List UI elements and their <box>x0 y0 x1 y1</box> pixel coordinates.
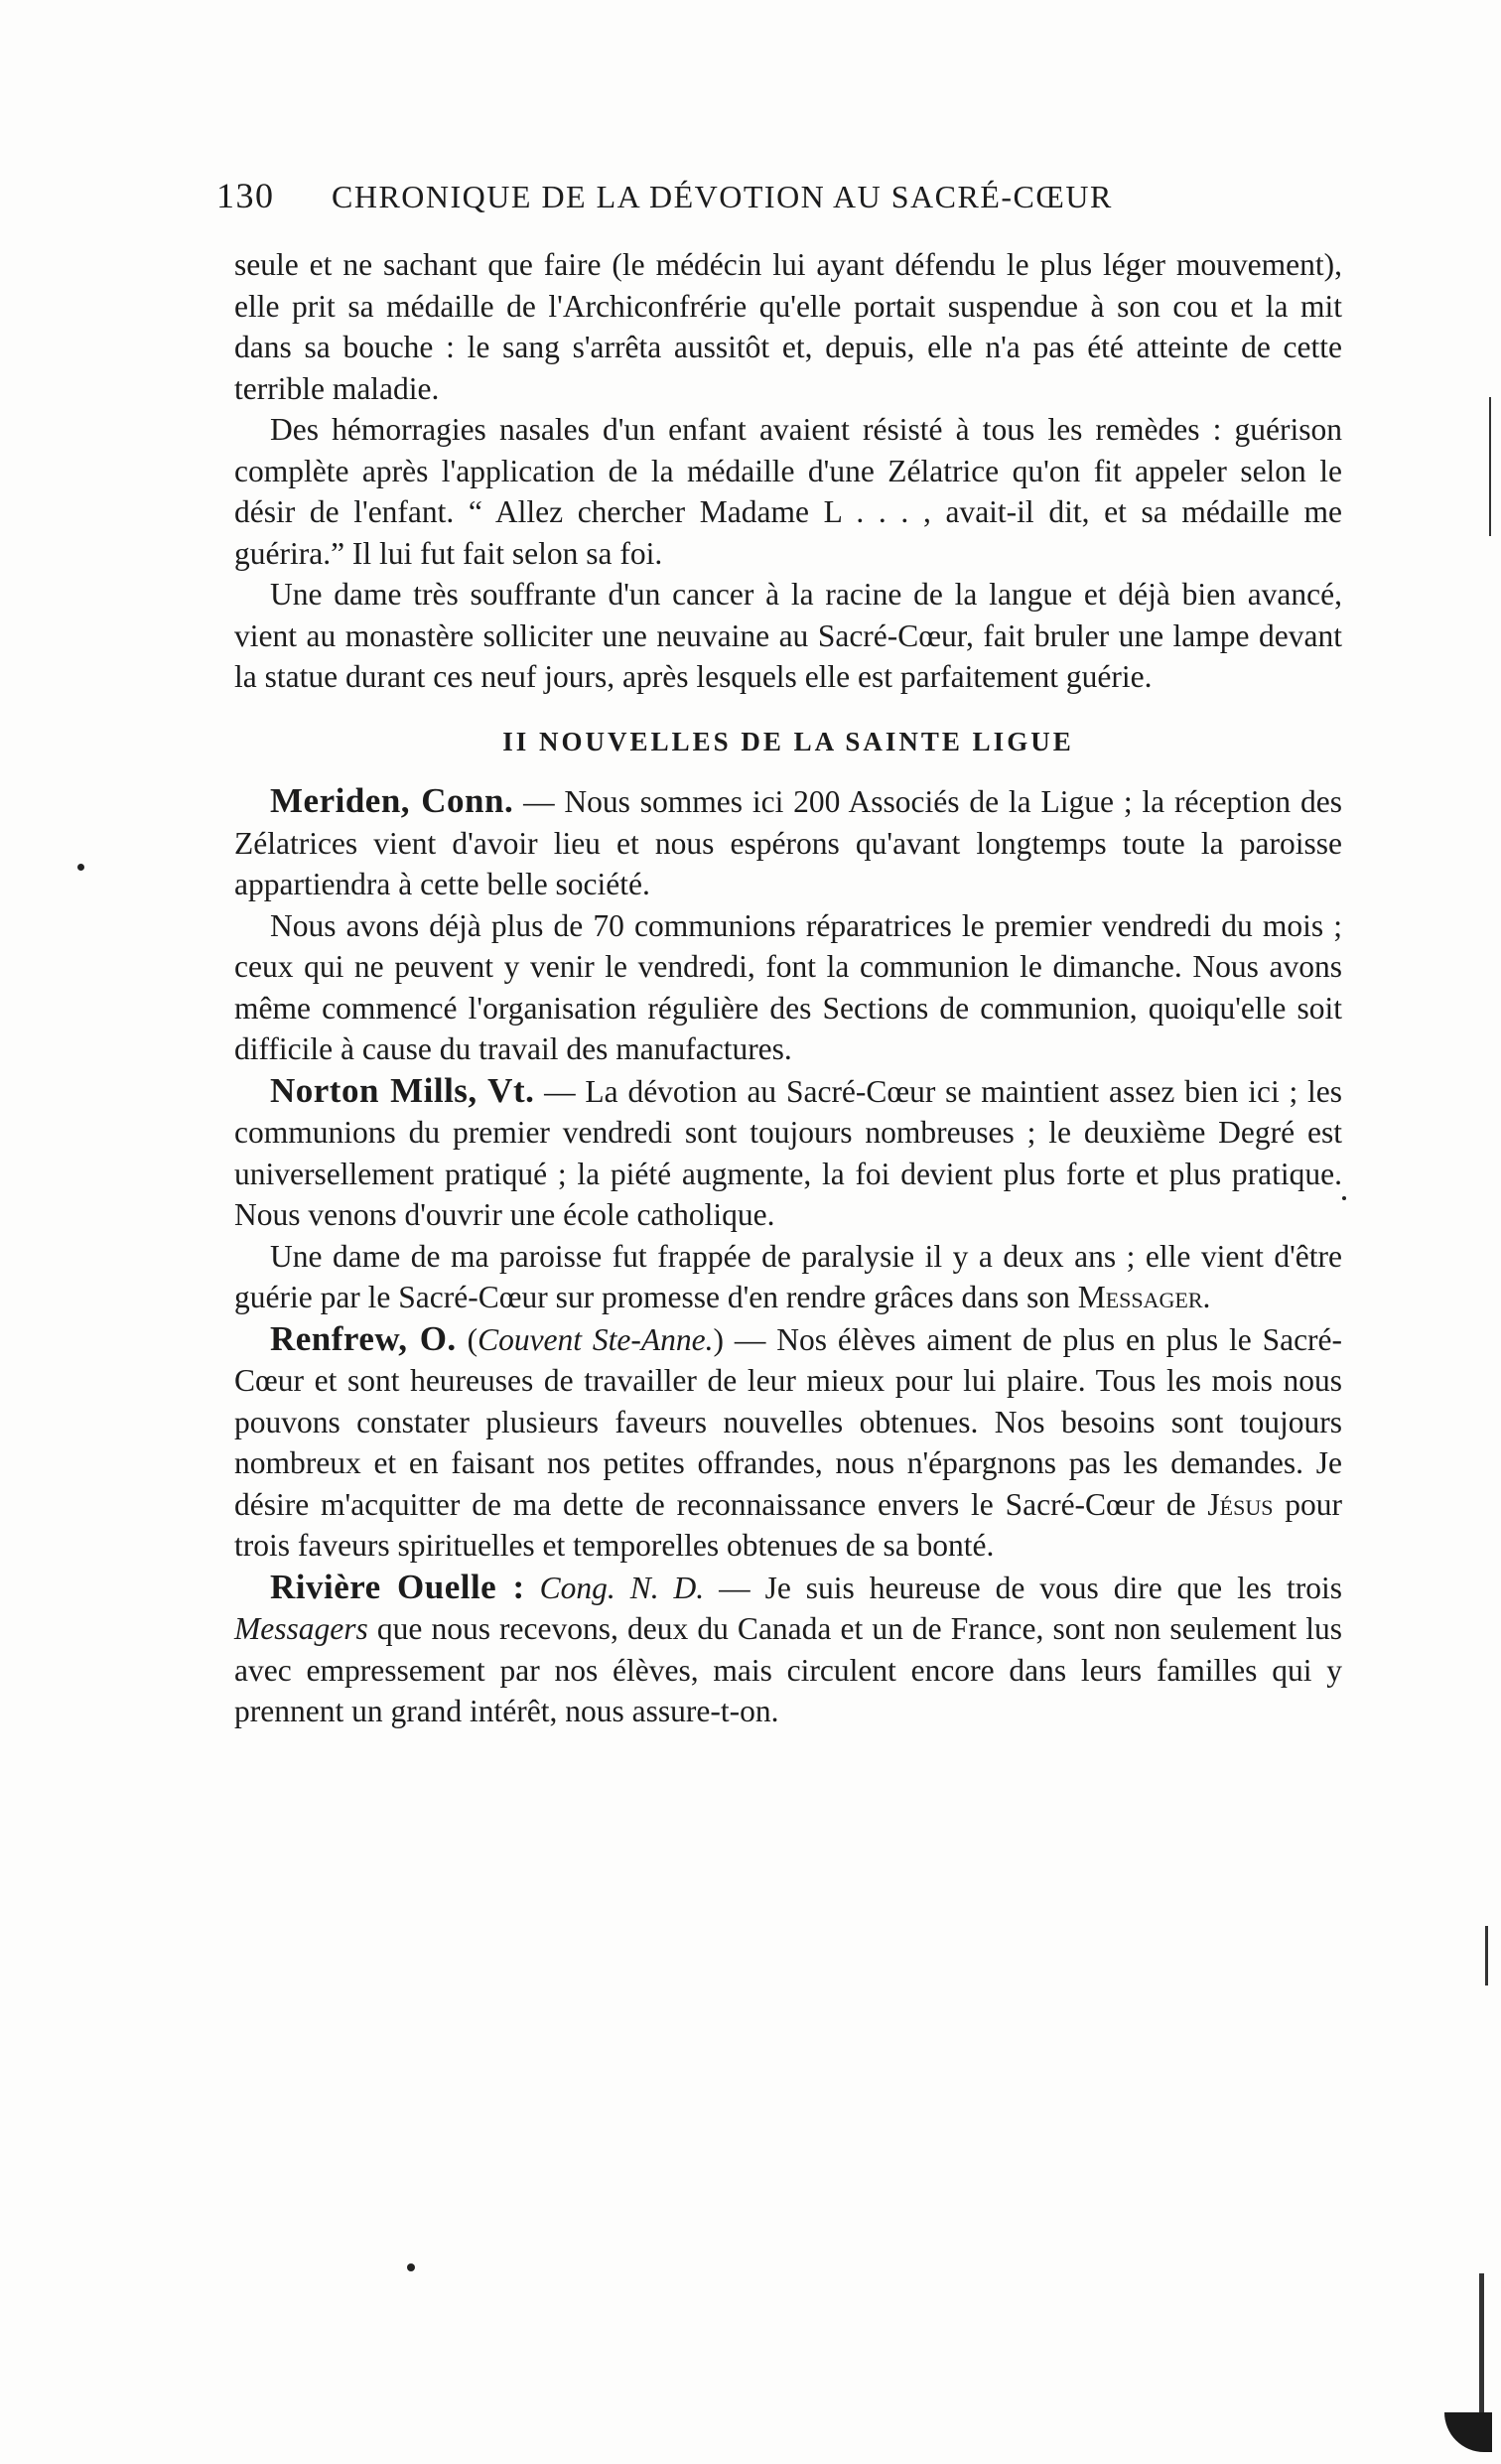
page-number: 130 <box>216 176 275 215</box>
entry-meriden <box>234 780 1342 905</box>
place-riviere-ouelle: Rivière Ouelle : <box>270 1567 525 1606</box>
entry-meriden-second: Nous avons déjà plus de 70 communions réparatrices le premier vendredi du mois ; ceux qui ne peuvent y venir le vendredi, font la communion le dimanche. Nous avons même commencé l'organisation régulière des Sections de communion, quoiqu'elle soit difficile à cause du travail des manufactures. <box>234 907 1342 1066</box>
entry-riviere-ouelle <box>234 1567 1342 1732</box>
entry-riviere-text: — Je suis heureuse de vous dire que les trois <box>719 1570 1343 1605</box>
entry-norton-text: — La dévotion au Sacré-Cœur se maintient assez bien ici ; les communions du premier vendredi sont toujours nombreuses ; le deuxième Degré est universellement pratiqué ; la piété augmente, la foi devient plus forte et plus pratique. Nous venons d'ouvrir une école catholique. <box>234 1073 1342 1232</box>
entry-renfrew <box>234 1318 1342 1567</box>
scan-edge-mark-upper <box>1489 397 1491 536</box>
jesus-small-caps: Jésus <box>1207 1486 1274 1522</box>
paragraph-cancer-cure: Une dame très souffrante d'un cancer à la racine de la langue et déjà bien avancé, vient au monastère solliciter une neuvaine au Sacré-Cœur, fait bruler une lampe devant la statue durant ces neuf jours, après lesquels elle est parfaitement guérie. <box>234 577 1342 694</box>
scan-speck-bottom <box>407 2263 415 2271</box>
scan-edge-mark-lower <box>1479 2273 1484 2422</box>
running-header <box>216 175 1328 224</box>
renfrew-paren-close: ) <box>713 1321 724 1357</box>
place-meriden: Meriden, Conn. <box>270 781 514 820</box>
entry-riviere-text-end: que nous recevons, deux du Canada et un de France, sont non seulement lus avec empressement par nos élèves, mais circulent encore dans leurs familles qui y prennent un grand intérêt, nous assure-t-on. <box>234 1611 1342 1728</box>
entry-meriden-text: — Nous sommes ici 200 Associés de la Ligue ; la réception des Zélatrices vient d'avoir lieu et nous espérons qu'avant longtemps toute la paroisse appartiendra à cette belle société. <box>234 784 1343 901</box>
scan-speck-mid <box>1342 1196 1346 1200</box>
entry-renfrew-text-end: pour trois faveurs spirituelles et temporelles obtenues de sa bonté. <box>234 1486 1343 1563</box>
scan-edge-mark-middle <box>1485 1926 1488 1985</box>
entry-norton-second-text: Une dame de ma paroisse fut frappée de paralysie il y a deux ans ; elle vient d'être guérie par le Sacré-Cœur sur promesse d'en rendre grâces dans son <box>234 1238 1342 1314</box>
paragraph-nosebleed-cure: Des hémorragies nasales d'un enfant avaient résisté à tous les remèdes : guérison complète après l'application de la médaille d'une Zélatrice qu'on fit appeler selon le désir de l'enfant. “ Allez chercher Madame L . . . , avait-il dit, et sa médaille me guérira.” Il lui fut fait selon sa foi. <box>234 412 1342 571</box>
scan-speck-left <box>77 864 84 871</box>
entry-norton-second <box>234 1236 1342 1318</box>
messager-small-caps: Messager. <box>1077 1280 1211 1314</box>
riviere-congregation: Cong. N. D. <box>539 1570 705 1605</box>
running-title: CHRONIQUE DE LA DÉVOTION AU SACRÉ-CŒUR <box>332 179 1113 214</box>
place-renfrew: Renfrew, O. <box>270 1318 457 1358</box>
scan-corner-shadow <box>1444 2412 1492 2452</box>
renfrew-convent: Couvent Ste-Anne. <box>478 1321 714 1357</box>
paragraph-continuation: seule et ne sachant que faire (le médécin lui ayant défendu le plus léger mouvement), elle prit sa médaille de l'Archiconfrérie qu'elle portait suspendue à son cou et la mit dans sa bouche : le sang s'arrêta aussitôt et, depuis, elle n'a pas été atteinte de cette terrible maladie. <box>234 247 1342 406</box>
body-text <box>234 244 1342 1732</box>
entry-norton <box>234 1070 1342 1236</box>
entry-renfrew-text: — Nos élèves aiment de plus en plus le Sacré-Cœur et sont heureuses de travailler de leur mieux pour lui plaire. Tous les mois nous pouvons constater plusieurs faveurs nouvelles obtenues. Nos besoins sont toujours nombreux et en faisant nos petites offrandes, nous n'épargnons pas les demandes. Je désire m'acquitter de ma dette de reconnaissance envers le Sacré-Cœur de <box>234 1321 1343 1522</box>
section-heading: II NOUVELLES DE LA SAINTE LIGUE <box>502 726 1074 756</box>
renfrew-paren-open: ( <box>467 1321 478 1357</box>
place-norton: Norton Mills, Vt. <box>270 1070 535 1110</box>
messagers-italic: Messagers <box>234 1611 368 1646</box>
